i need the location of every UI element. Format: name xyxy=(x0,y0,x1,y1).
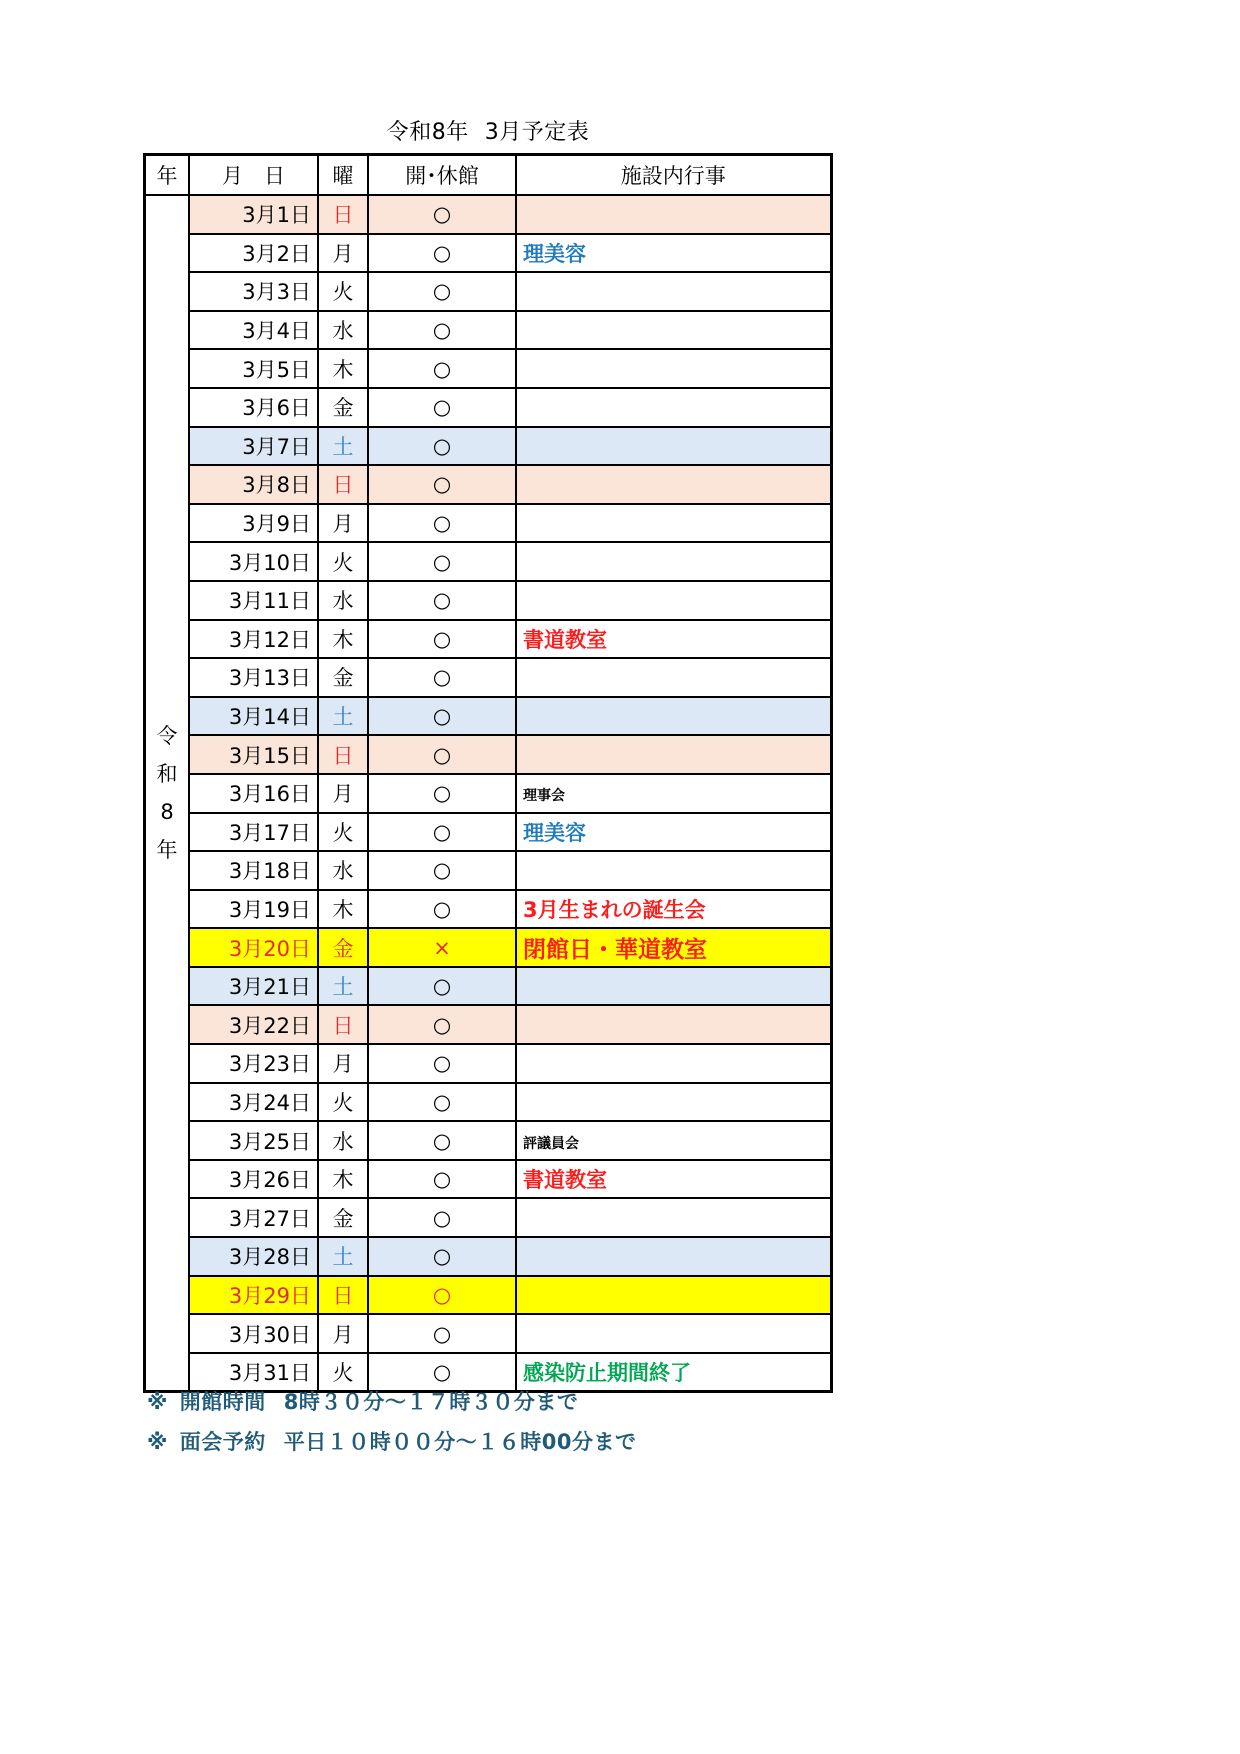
event-cell xyxy=(516,581,831,620)
open-status-cell: ○ xyxy=(368,195,516,234)
title-month: 3月予定表 xyxy=(484,120,590,145)
table-row xyxy=(145,465,832,504)
event-cell xyxy=(516,774,831,813)
event-cell xyxy=(516,928,831,967)
table-row xyxy=(145,890,832,929)
open-status-cell: ○ xyxy=(368,1121,516,1160)
open-status-cell: ○ xyxy=(368,581,516,620)
open-status-cell: ○ xyxy=(368,311,516,350)
event-cell xyxy=(516,388,831,427)
open-status-cell: ○ xyxy=(368,620,516,659)
date-cell: 3月9日 xyxy=(189,504,318,543)
table-row xyxy=(145,581,832,620)
event-cell xyxy=(516,504,831,543)
weekday-cell: 日 xyxy=(318,735,368,774)
date-cell: 3月2日 xyxy=(189,234,318,273)
open-status-cell: ○ xyxy=(368,1044,516,1083)
table-row xyxy=(145,851,832,890)
date-cell: 3月14日 xyxy=(189,697,318,736)
event-cell xyxy=(516,813,831,852)
event-cell xyxy=(516,1044,831,1083)
table-row xyxy=(145,620,832,659)
table-row xyxy=(145,658,832,697)
weekday-cell: 木 xyxy=(318,1160,368,1199)
open-status-cell: ○ xyxy=(368,504,516,543)
weekday-cell: 土 xyxy=(318,1237,368,1276)
page-title xyxy=(143,118,833,148)
open-status-cell: ○ xyxy=(368,697,516,736)
event-cell xyxy=(516,1237,831,1276)
weekday-cell: 火 xyxy=(318,272,368,311)
date-cell: 3月21日 xyxy=(189,967,318,1006)
weekday-cell: 日 xyxy=(318,195,368,234)
date-cell: 3月10日 xyxy=(189,542,318,581)
table-row xyxy=(145,427,832,466)
open-status-cell: ○ xyxy=(368,774,516,813)
date-cell: 3月18日 xyxy=(189,851,318,890)
date-cell: 3月1日 xyxy=(189,195,318,234)
event-cell xyxy=(516,697,831,736)
open-status-cell: ○ xyxy=(368,1276,516,1315)
weekday-cell: 日 xyxy=(318,1005,368,1044)
date-cell: 3月26日 xyxy=(189,1160,318,1199)
weekday-cell: 日 xyxy=(318,465,368,504)
table-row xyxy=(145,349,832,388)
weekday-cell: 火 xyxy=(318,1083,368,1122)
header-year: 年 xyxy=(145,155,190,196)
table-row xyxy=(145,1276,832,1315)
weekday-cell: 月 xyxy=(318,1314,368,1353)
table-row xyxy=(145,697,832,736)
date-cell: 3月3日 xyxy=(189,272,318,311)
table-row xyxy=(145,542,832,581)
date-cell: 3月5日 xyxy=(189,349,318,388)
weekday-cell: 水 xyxy=(318,851,368,890)
weekday-cell: 木 xyxy=(318,349,368,388)
weekday-cell: 火 xyxy=(318,542,368,581)
event-cell xyxy=(516,658,831,697)
weekday-cell: 木 xyxy=(318,620,368,659)
weekday-cell: 土 xyxy=(318,967,368,1006)
date-cell: 3月24日 xyxy=(189,1083,318,1122)
table-row xyxy=(145,1121,832,1160)
weekday-cell: 火 xyxy=(318,813,368,852)
event-cell xyxy=(516,1314,831,1353)
weekday-cell: 日 xyxy=(318,1276,368,1315)
open-status-cell: ○ xyxy=(368,542,516,581)
year-char: 和 xyxy=(156,762,178,787)
event-cell xyxy=(516,890,831,929)
year-char: 年 xyxy=(156,838,178,863)
table-row xyxy=(145,1044,832,1083)
event-text: 書道教室 xyxy=(523,1168,607,1193)
event-cell xyxy=(516,1121,831,1160)
weekday-cell: 火 xyxy=(318,1353,368,1392)
table-row xyxy=(145,195,832,234)
open-status-cell: × xyxy=(368,928,516,967)
weekday-cell: 金 xyxy=(318,928,368,967)
event-cell xyxy=(516,1276,831,1315)
date-cell: 3月15日 xyxy=(189,735,318,774)
date-cell: 3月31日 xyxy=(189,1353,318,1392)
weekday-cell: 土 xyxy=(318,697,368,736)
note-text: 平日１０時００分～１６時00分まで xyxy=(283,1430,637,1454)
table-row xyxy=(145,1005,832,1044)
open-status-cell: ○ xyxy=(368,349,516,388)
year-char: 令 xyxy=(156,724,178,749)
note-text: 8時３０分～１７時３０分まで xyxy=(283,1390,579,1414)
table-row xyxy=(145,735,832,774)
table-row xyxy=(145,272,832,311)
event-cell xyxy=(516,851,831,890)
weekday-cell: 月 xyxy=(318,504,368,543)
event-text: 理事会 xyxy=(523,788,565,805)
event-cell xyxy=(516,1198,831,1237)
date-cell: 3月19日 xyxy=(189,890,318,929)
note-hours xyxy=(147,1382,636,1422)
event-text: 書道教室 xyxy=(523,627,607,652)
event-text: 感染防止期間終了 xyxy=(523,1361,691,1386)
weekday-cell: 水 xyxy=(318,311,368,350)
weekday-cell: 月 xyxy=(318,1044,368,1083)
date-cell: 3月29日 xyxy=(189,1276,318,1315)
header-row xyxy=(145,155,832,196)
event-cell xyxy=(516,1005,831,1044)
open-status-cell: ○ xyxy=(368,427,516,466)
date-cell: 3月25日 xyxy=(189,1121,318,1160)
date-cell: 3月12日 xyxy=(189,620,318,659)
weekday-cell: 土 xyxy=(318,427,368,466)
open-status-cell: ○ xyxy=(368,388,516,427)
date-cell: 3月11日 xyxy=(189,581,318,620)
event-text: 評議員会 xyxy=(523,1135,579,1152)
header-dow: 曜 xyxy=(318,155,368,196)
open-status-cell: ○ xyxy=(368,1160,516,1199)
table-row xyxy=(145,813,832,852)
date-cell: 3月8日 xyxy=(189,465,318,504)
open-status-cell: ○ xyxy=(368,1314,516,1353)
open-status-cell: ○ xyxy=(368,890,516,929)
weekday-cell: 金 xyxy=(318,1198,368,1237)
open-status-cell: ○ xyxy=(368,1083,516,1122)
open-status-cell: ○ xyxy=(368,272,516,311)
date-cell: 3月13日 xyxy=(189,658,318,697)
title-year: 令和8年 xyxy=(386,120,469,145)
event-cell xyxy=(516,195,831,234)
date-cell: 3月27日 xyxy=(189,1198,318,1237)
open-status-cell: ○ xyxy=(368,1237,516,1276)
event-cell xyxy=(516,735,831,774)
note-label: 面会予約 xyxy=(179,1430,266,1454)
open-status-cell: ○ xyxy=(368,1353,516,1392)
event-cell xyxy=(516,967,831,1006)
open-status-cell: ○ xyxy=(368,813,516,852)
note-visit xyxy=(147,1422,636,1462)
weekday-cell: 木 xyxy=(318,890,368,929)
event-text: 閉館日・華道教室 xyxy=(523,937,707,964)
date-cell: 3月22日 xyxy=(189,1005,318,1044)
event-cell xyxy=(516,234,831,273)
event-cell xyxy=(516,1083,831,1122)
table-row xyxy=(145,388,832,427)
table-row xyxy=(145,1083,832,1122)
table-row xyxy=(145,234,832,273)
event-text: 3月生まれの誕生会 xyxy=(523,897,706,922)
open-status-cell: ○ xyxy=(368,658,516,697)
weekday-cell: 金 xyxy=(318,658,368,697)
weekday-cell: 水 xyxy=(318,581,368,620)
date-cell: 3月20日 xyxy=(189,928,318,967)
header-open: 開･休館 xyxy=(368,155,516,196)
date-cell: 3月30日 xyxy=(189,1314,318,1353)
open-status-cell: ○ xyxy=(368,967,516,1006)
table-row xyxy=(145,774,832,813)
open-status-cell: ○ xyxy=(368,1198,516,1237)
schedule-table xyxy=(143,153,833,1393)
weekday-cell: 月 xyxy=(318,234,368,273)
open-status-cell: ○ xyxy=(368,465,516,504)
table-row xyxy=(145,1198,832,1237)
event-cell xyxy=(516,465,831,504)
weekday-cell: 月 xyxy=(318,774,368,813)
event-cell xyxy=(516,542,831,581)
table-row xyxy=(145,967,832,1006)
table-row xyxy=(145,1160,832,1199)
open-status-cell: ○ xyxy=(368,234,516,273)
date-cell: 3月6日 xyxy=(189,388,318,427)
open-status-cell: ○ xyxy=(368,735,516,774)
table-row xyxy=(145,311,832,350)
note-mark: ※ xyxy=(147,1430,168,1454)
year-char: 8 xyxy=(160,800,174,825)
header-date: 月 日 xyxy=(189,155,318,196)
table-row xyxy=(145,928,832,967)
table-row xyxy=(145,504,832,543)
event-text: 理美容 xyxy=(523,820,586,845)
event-text: 理美容 xyxy=(523,241,586,266)
date-cell: 3月17日 xyxy=(189,813,318,852)
date-cell: 3月16日 xyxy=(189,774,318,813)
open-status-cell: ○ xyxy=(368,851,516,890)
event-cell xyxy=(516,349,831,388)
table-row xyxy=(145,1314,832,1353)
date-cell: 3月28日 xyxy=(189,1237,318,1276)
date-cell: 3月23日 xyxy=(189,1044,318,1083)
header-event: 施設内行事 xyxy=(516,155,831,196)
event-cell xyxy=(516,427,831,466)
year-column xyxy=(145,195,190,1392)
date-cell: 3月4日 xyxy=(189,311,318,350)
weekday-cell: 水 xyxy=(318,1121,368,1160)
note-mark: ※ xyxy=(147,1390,168,1414)
table-row xyxy=(145,1237,832,1276)
date-cell: 3月7日 xyxy=(189,427,318,466)
notes xyxy=(147,1382,636,1462)
event-cell xyxy=(516,311,831,350)
event-cell xyxy=(516,272,831,311)
note-label: 開館時間 xyxy=(179,1390,266,1414)
event-cell xyxy=(516,1160,831,1199)
weekday-cell: 金 xyxy=(318,388,368,427)
open-status-cell: ○ xyxy=(368,1005,516,1044)
event-cell xyxy=(516,620,831,659)
